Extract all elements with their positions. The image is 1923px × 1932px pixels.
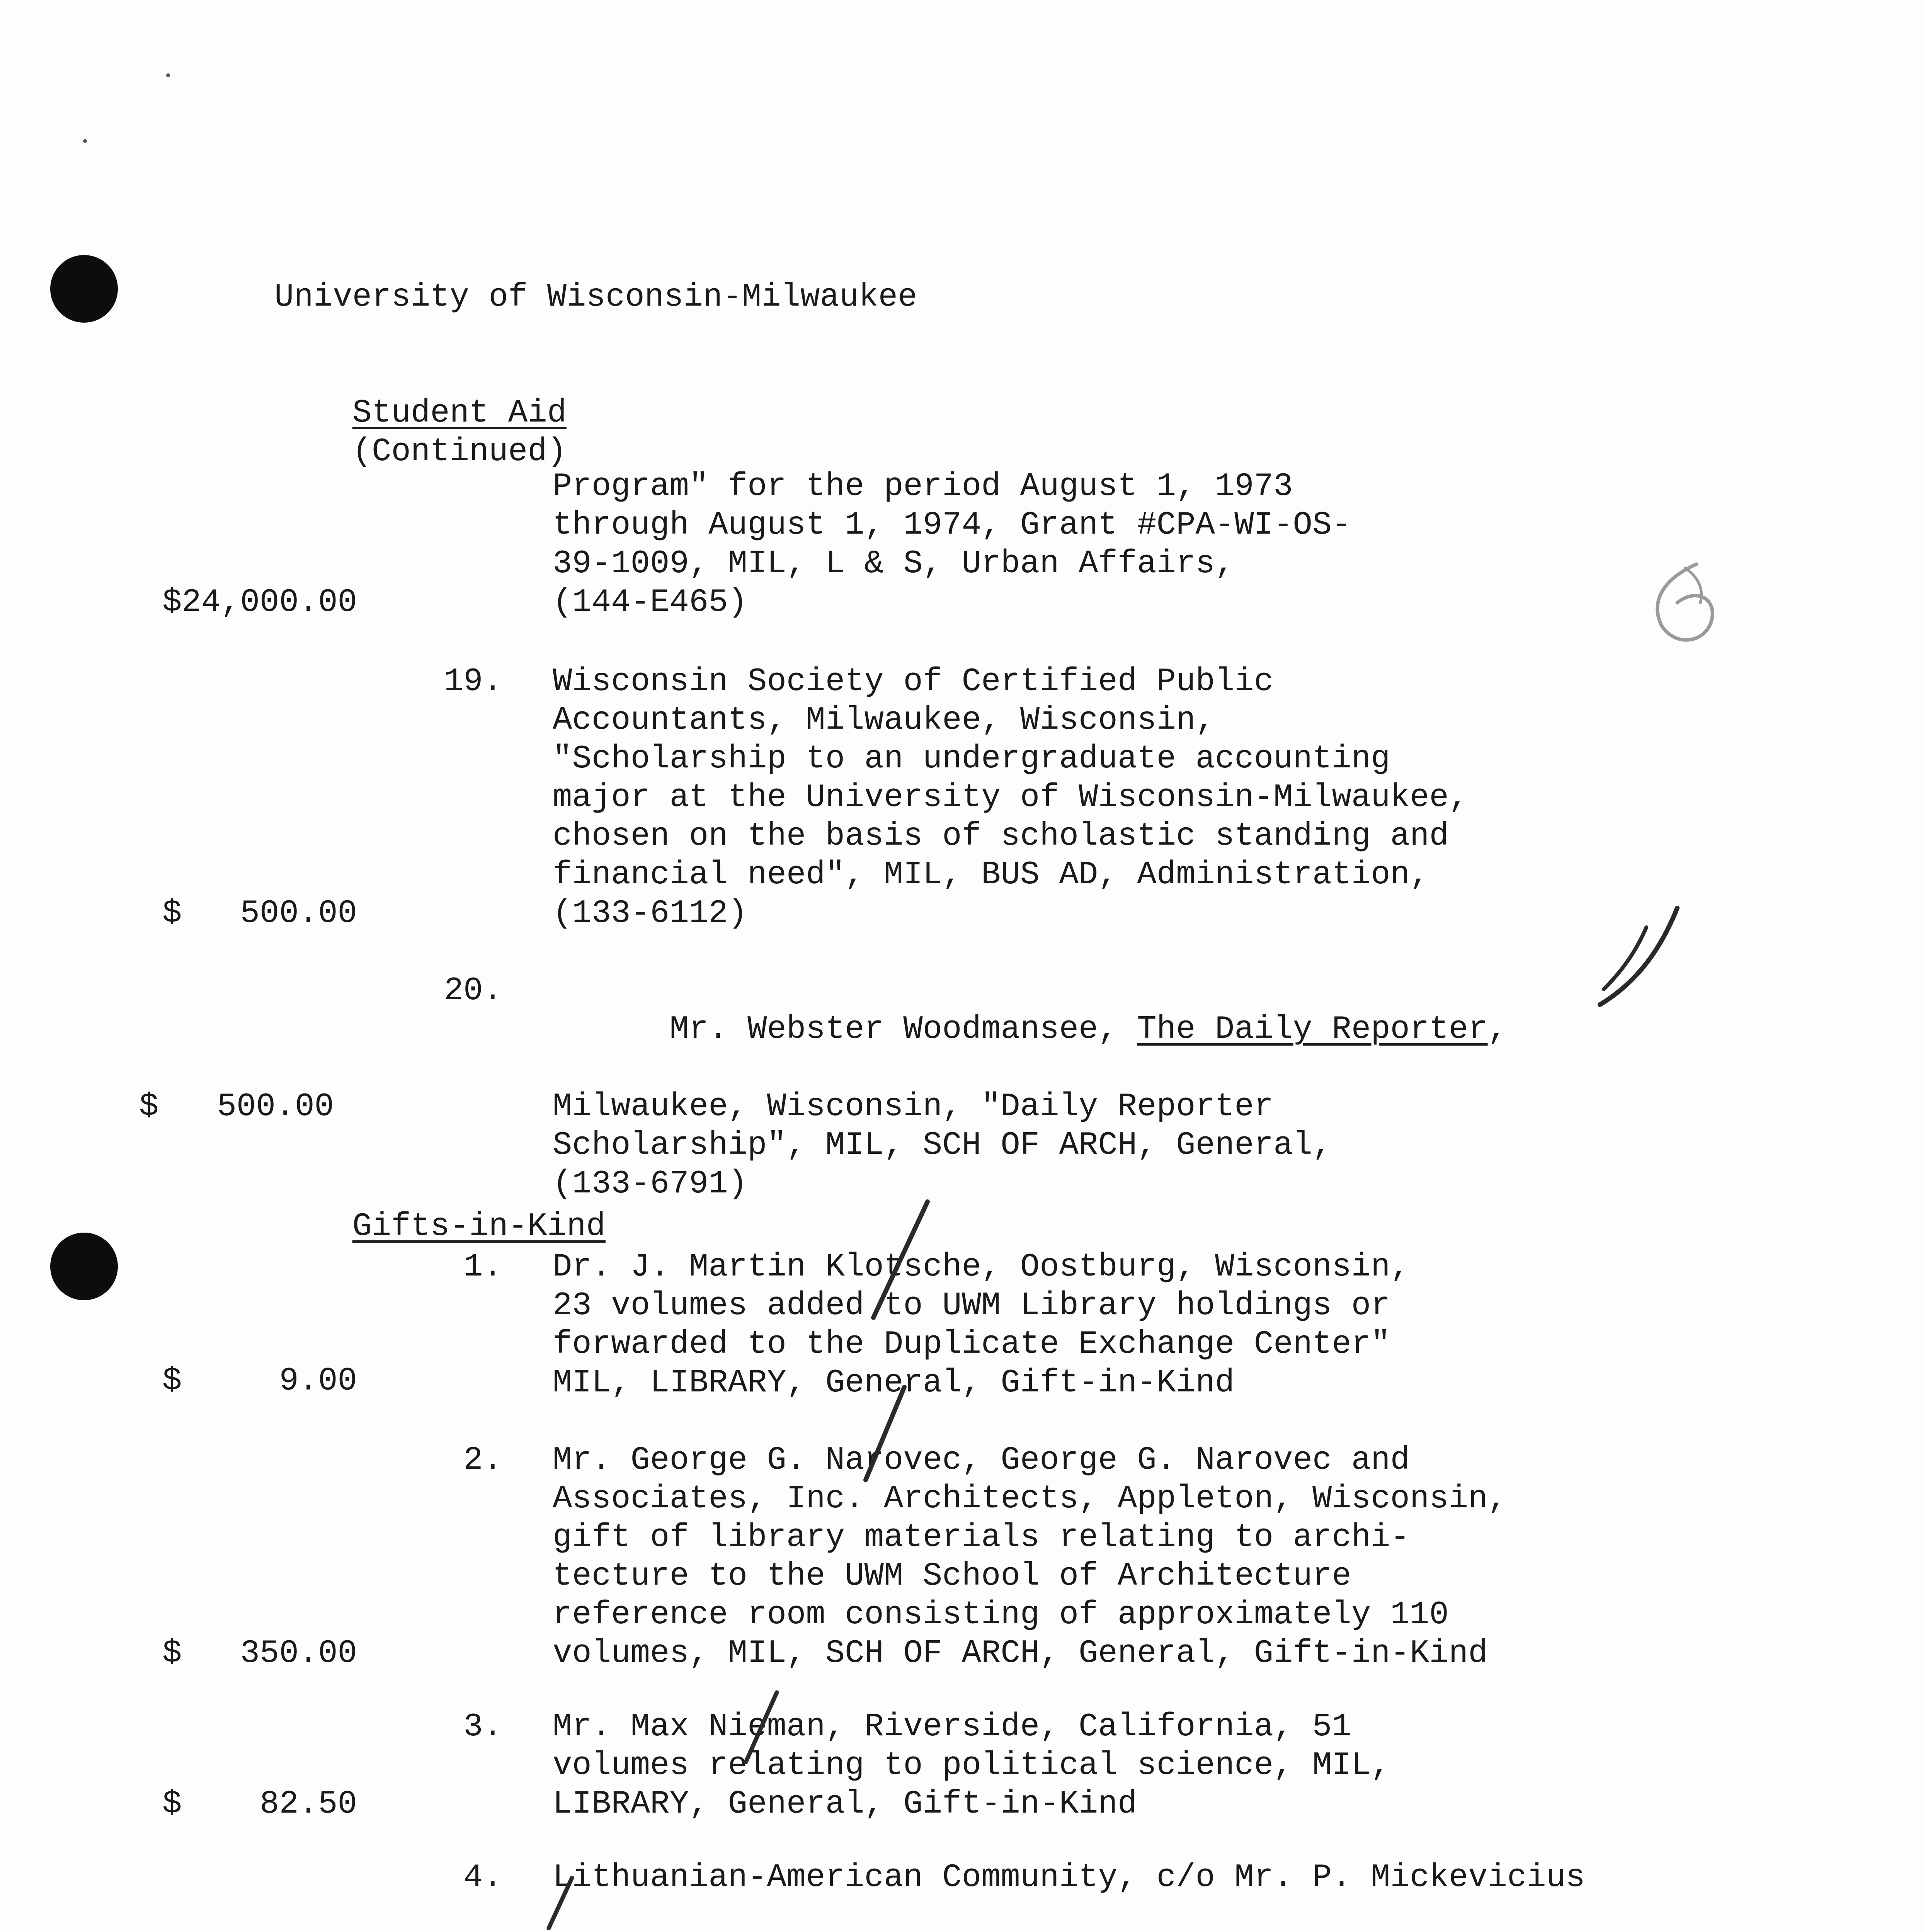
entry-line: Lithuanian-American Community, c/o Mr. P. Mickevicius [553,1859,1585,1896]
entry-line: Wisconsin Society of Certified Public [553,663,1274,700]
entry-line: forwarded to the Duplicate Exchange Center" [553,1326,1390,1363]
section-label: Student Aid [352,395,567,432]
section-heading [274,355,567,510]
gift-2-amount: $ 350.00 [162,1635,357,1672]
paper-speck [83,139,87,143]
entry-number: 20. [444,973,502,1009]
entry-line [553,972,1828,1088]
entry-19-amount: $ 500.00 [162,895,357,932]
entry-number: 19. [444,663,502,700]
entry-line: (133-6112) [553,895,748,932]
entry-line: Scholarship", MIL, SCH OF ARCH, General, [553,1127,1332,1164]
entry-line: Associates, Inc. Architects, Appleton, Wisconsin, [553,1481,1508,1517]
entry-line: Milwaukee, Wisconsin, "Daily Reporter [553,1088,1274,1125]
paper-speck [166,73,170,77]
entry-line: LIBRARY, General, Gift-in-Kind [553,1786,1137,1823]
entry-line: Accountants, Milwaukee, Wisconsin, [553,702,1215,739]
entry-line: Mr. Max Nieman, Riverside, California, 51 [553,1709,1351,1745]
entry-line: volumes, MIL, SCH OF ARCH, General, Gift-in-Kind [553,1635,1488,1672]
donor-name: Mr. Webster Woodmansee, [669,1011,1137,1048]
entry-line: financial need", MIL, BUS AD, Administration, [553,857,1429,893]
section-suffix: (Continued) [352,434,567,470]
entry-line: (133-6791) [553,1166,748,1202]
entry-20-text [553,972,1828,1204]
gift-3-amount: $ 82.50 [162,1786,357,1823]
entry-line: tecture to the UWM School of Architecture [553,1558,1351,1595]
entry-continued-text [553,468,1828,622]
punch-hole-middle [50,1233,118,1300]
entry-line [553,1897,1828,1932]
entry-line: gift of library materials relating to archi- [553,1519,1410,1556]
gift-2-text [553,1441,1828,1673]
institution-title: University of Wisconsin-Milwaukee [274,279,917,316]
gift-1-amount: $ 9.00 [162,1363,357,1400]
entry-line: through August 1, 1974, Grant #CPA-WI-OS- [553,507,1351,544]
entry-number: 4. [463,1859,502,1896]
entry-number: 2. [463,1442,502,1479]
entry-line: reference room consisting of approximately 110 [553,1597,1449,1633]
entry-line: volumes relating to political science, MIL, [553,1747,1390,1784]
entry-number: 1. [463,1249,502,1286]
entry-line: Mr. George G. Narovec, George G. Narovec and [553,1442,1410,1479]
entry-line: 39-1009, MIL, L & S, Urban Affairs, [553,546,1235,582]
entry-continued-amount: $24,000.00 [162,584,357,621]
gifts-in-kind-label: Gifts-in-Kind [352,1208,606,1245]
entry-20-amount: $ 500.00 [139,1088,334,1125]
entry-line: MIL, LIBRARY, General, Gift-in-Kind [553,1365,1235,1401]
entry-line: "Scholarship to an undergraduate accounting [553,741,1390,777]
entry-19-text [553,663,1828,933]
entry-line: (144-E465) [553,584,748,621]
punch-hole-top [50,255,118,323]
entry-line: chosen on the basis of scholastic standing and [553,818,1449,855]
gift-1-text [553,1248,1828,1403]
comma: , [1487,1011,1508,1048]
publication-title: The Daily Reporter [1137,1011,1488,1048]
gift-3-text [553,1708,1828,1824]
entry-line: Program" for the period August 1, 1973 [553,468,1293,505]
entry-line: 23 volumes added to UWM Library holdings or [553,1287,1390,1324]
entry-line: major at the University of Wisconsin-Milwaukee, [553,779,1469,816]
entry-number: 3. [463,1709,502,1745]
gift-4-text [553,1859,1828,1932]
entry-line: Dr. J. Martin Klotsche, Oostburg, Wisconsin, [553,1249,1410,1286]
